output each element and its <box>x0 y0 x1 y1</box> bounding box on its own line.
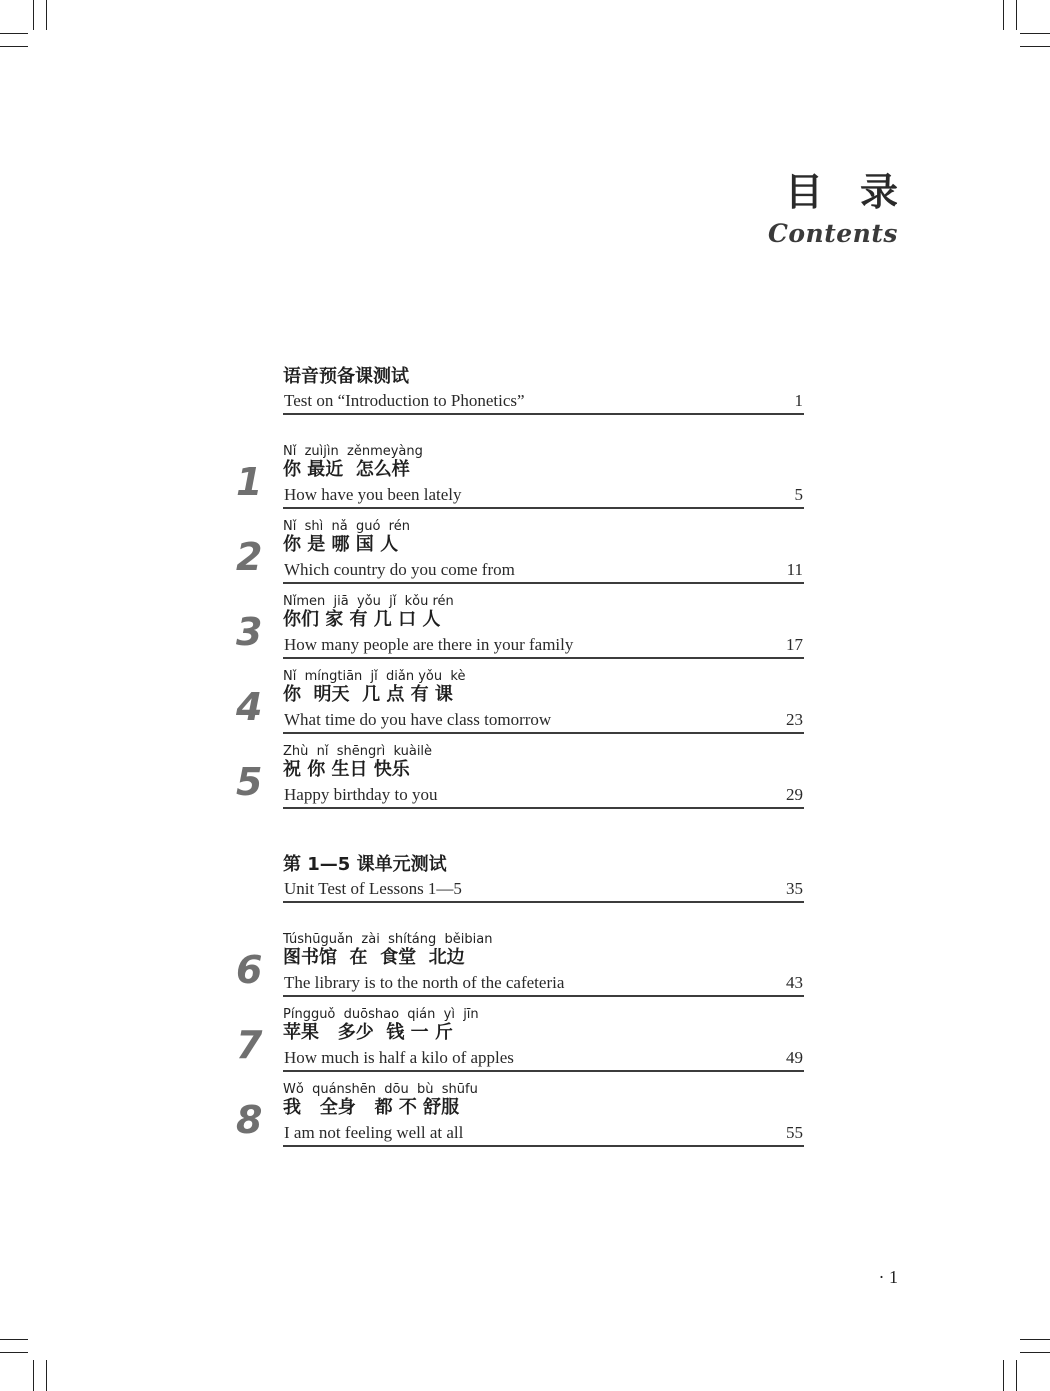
lesson-english-row <box>284 1122 803 1144</box>
section-title-english: Unit Test of Lessons 1—5 <box>284 879 462 898</box>
lesson-number: 5 <box>236 760 263 804</box>
crop-mark <box>1020 1339 1050 1340</box>
entry-underline <box>283 901 804 903</box>
lesson-english-row <box>284 709 803 731</box>
lesson-page-number: 29 <box>786 785 803 804</box>
lesson-title-english: How many people are there in your family <box>284 635 574 654</box>
toc-entry-lesson-2 <box>236 519 804 585</box>
section-page-number: 35 <box>786 879 803 898</box>
lesson-page-number: 55 <box>786 1123 803 1142</box>
crop-mark <box>0 33 28 34</box>
lesson-title-english: How much is half a kilo of apples <box>284 1048 514 1067</box>
crop-mark <box>1020 33 1050 34</box>
crop-mark <box>46 0 47 30</box>
lesson-page-number: 11 <box>786 560 803 579</box>
crop-mark <box>0 46 28 47</box>
crop-mark <box>1016 0 1017 30</box>
entry-underline <box>283 732 804 734</box>
lesson-english-row <box>284 484 803 506</box>
entry-underline <box>283 1070 804 1072</box>
lesson-title-english: What time do you have class tomorrow <box>284 710 552 729</box>
section-english-row <box>284 390 803 412</box>
toc-entry-lesson-1 <box>236 444 804 510</box>
lesson-number: 1 <box>236 460 263 504</box>
crop-mark <box>33 1360 34 1391</box>
entry-underline <box>283 1145 804 1147</box>
lesson-number: 4 <box>236 685 263 729</box>
crop-mark <box>1016 1360 1017 1391</box>
page-title-char-1: 目 <box>785 170 824 214</box>
page-subtitle: Contents <box>767 219 898 248</box>
lesson-pinyin: Píngguǒ duōshao qián yì jīn <box>283 1007 479 1022</box>
lesson-english-row <box>284 559 803 581</box>
lesson-number: 7 <box>236 1023 263 1067</box>
lesson-number: 6 <box>236 948 263 992</box>
footer-page-number: · 1 <box>878 1267 898 1287</box>
lesson-page-number: 23 <box>786 710 803 729</box>
lesson-pinyin: Nǐ shì nǎ guó rén <box>283 519 410 534</box>
crop-mark <box>1003 0 1004 30</box>
lesson-number: 3 <box>236 610 263 654</box>
lesson-english-row <box>284 784 803 806</box>
toc-entry-lesson-8 <box>236 1082 804 1148</box>
lesson-title-english: The library is to the north of the cafeteria <box>284 973 565 992</box>
lesson-page-number: 5 <box>794 485 803 504</box>
entry-underline <box>283 807 804 809</box>
lesson-pinyin: Nǐ míngtiān jǐ diǎn yǒu kè <box>283 669 466 684</box>
section-page-number: 1 <box>794 391 803 410</box>
lesson-title-chinese: 你 明天 几 点 有 课 <box>283 684 453 705</box>
entry-underline <box>283 413 804 415</box>
lesson-title-chinese: 苹果 多少 钱 一 斤 <box>283 1022 453 1043</box>
toc-entry-lesson-7 <box>236 1007 804 1073</box>
lesson-title-chinese: 祝 你 生日 快乐 <box>283 759 410 780</box>
toc-entry-lesson-4 <box>236 669 804 735</box>
lesson-english-row <box>284 972 803 994</box>
lesson-title-chinese: 你 最近 怎么样 <box>283 459 410 480</box>
toc-entry-lesson-3 <box>236 594 804 660</box>
entry-underline <box>283 657 804 659</box>
toc-entry-phonetics-test <box>283 366 804 432</box>
entry-underline <box>283 995 804 997</box>
lesson-title-chinese: 你们 家 有 几 口 人 <box>283 609 441 630</box>
section-english-row <box>284 878 803 900</box>
lesson-title-english: I am not feeling well at all <box>284 1123 464 1142</box>
lesson-title-chinese: 我 全身 都 不 舒服 <box>283 1097 460 1118</box>
lesson-number: 8 <box>236 1098 263 1142</box>
lesson-title-english: How have you been lately <box>284 485 462 504</box>
section-title-english: Test on “Introduction to Phonetics” <box>284 391 525 410</box>
lesson-page-number: 43 <box>786 973 803 992</box>
lesson-page-number: 17 <box>786 635 803 654</box>
crop-mark <box>0 1352 28 1353</box>
lesson-pinyin: Nǐmen jiā yǒu jǐ kǒu rén <box>283 594 454 609</box>
section-title-chinese: 语音预备课测试 <box>283 366 409 387</box>
lesson-page-number: 49 <box>786 1048 803 1067</box>
toc-entry-unit-test <box>283 854 804 920</box>
toc-entry-lesson-5 <box>236 744 804 810</box>
entry-underline <box>283 507 804 509</box>
lesson-english-row <box>284 634 803 656</box>
section-title-chinese: 第 1—5 课单元测试 <box>283 854 447 875</box>
lesson-pinyin: Túshūguǎn zài shítáng běibian <box>283 932 493 947</box>
crop-mark <box>0 1339 28 1340</box>
lesson-english-row <box>284 1047 803 1069</box>
crop-mark <box>1003 1360 1004 1391</box>
lesson-title-chinese: 图书馆 在 食堂 北边 <box>283 947 465 968</box>
lesson-title-chinese: 你 是 哪 国 人 <box>283 534 399 555</box>
lesson-pinyin: Zhù nǐ shēngrì kuàilè <box>283 744 433 759</box>
lesson-pinyin: Wǒ quánshēn dōu bù shūfu <box>283 1082 478 1097</box>
crop-mark <box>1020 46 1050 47</box>
lesson-number: 2 <box>236 535 263 579</box>
lesson-pinyin: Nǐ zuìjìn zěnmeyàng <box>283 444 423 459</box>
crop-mark <box>33 0 34 30</box>
entry-underline <box>283 582 804 584</box>
crop-mark <box>46 1360 47 1391</box>
toc-entry-lesson-6 <box>236 932 804 998</box>
lesson-title-english: Which country do you come from <box>284 560 515 579</box>
lesson-title-english: Happy birthday to you <box>284 785 438 804</box>
page-title-char-2: 录 <box>860 170 899 214</box>
crop-mark <box>1020 1352 1050 1353</box>
